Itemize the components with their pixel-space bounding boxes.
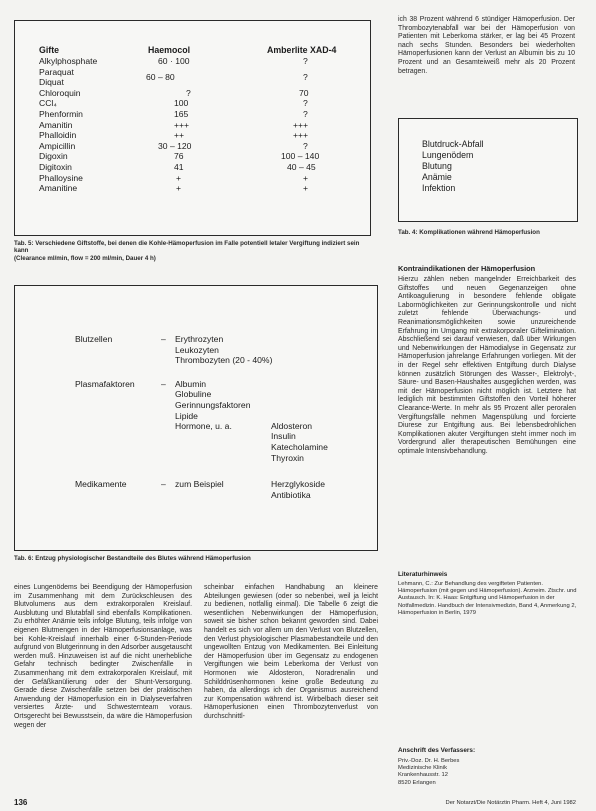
author-address <box>398 758 459 787</box>
cell: 60 – 80 <box>146 72 175 83</box>
author-line: Priv.-Doz. Dr. H. Berbes <box>398 758 460 764</box>
cell: + <box>303 183 309 194</box>
table-row <box>37 162 338 173</box>
cell: Amanitine <box>39 183 78 194</box>
table6-content <box>75 334 361 500</box>
item-list <box>175 479 271 500</box>
category-label: Plasmafaktoren <box>75 378 135 389</box>
list-item: Infektion <box>422 183 456 193</box>
author-line: 8520 Erlangen <box>398 779 436 786</box>
literature-heading: Literaturhinweis <box>398 571 448 578</box>
cell: ? <box>303 108 308 119</box>
list-item: Blutung <box>422 161 452 171</box>
cell: Alkylphosphate <box>39 56 98 66</box>
table-row <box>75 334 361 366</box>
list-item: Thrombozyten (20 - 40%) <box>175 355 273 366</box>
list-item: Lungenödem <box>422 150 474 160</box>
cell: ++ <box>174 130 185 141</box>
cell: Amanitin <box>39 119 73 130</box>
table-row <box>37 130 338 141</box>
cell: ? <box>303 140 308 151</box>
table-row <box>37 98 338 109</box>
bottom-middle-paragraph: scheinbar einfachen Handhabung an kleinere Abteilungen gewiesen (oder so nebenbei, weil ja leicht zu bedienen, notfallig einmal). Die Tabelle 6 zeigt die wesentlichen Nebenwirkungen der Hämoperfusion, soweit sie bisher schon bekannt geworden sind. Dabei handelt es sich vor allem um den Verlust von Blutzellen, den Verlust physiologischer Plasmabestandteile und den ungewollten Entzug von Medikamenten. Bei Einleitung der Hämoperfusion über im Gegensatz zu endogenen Vergiftungen wie beim Leberkoma der Verlust von Hormonen wie Aldosteron, Noradrenalin und Schilddrüsenhormonen keine große Bedeutung zu haben, da allerdings ich der Organismus ausreichend zur Kompensation während ist. Wirbelbach dieser seit Hämoperfusionen einen Thrombozytenverlust von durchschnittl- <box>204 584 378 720</box>
list-item: Albumin <box>175 378 207 389</box>
table4-box <box>398 118 578 222</box>
cell: Diquat <box>39 77 64 88</box>
list-item: Globuline <box>175 389 212 400</box>
cell: Phalloysine <box>39 172 83 183</box>
list-item: Lipide <box>175 410 198 421</box>
page-number: 136 <box>14 798 28 807</box>
sub-list <box>271 479 361 500</box>
dash: – <box>161 378 166 389</box>
cell: + <box>176 172 182 183</box>
table4-caption: Tab. 4: Komplikationen während Hämoperfusion <box>398 229 540 236</box>
list-item: Leukozyten <box>175 344 219 355</box>
cell: ? <box>303 72 308 83</box>
table-row <box>37 120 338 131</box>
table-row <box>75 479 361 500</box>
cell: 40 – 45 <box>287 161 316 172</box>
table-row <box>37 56 338 67</box>
table-header-row <box>37 45 338 56</box>
table-row <box>37 141 338 152</box>
cell: Phalloidin <box>39 130 77 141</box>
cell: ? <box>186 87 191 98</box>
contraindications-body: Hierzu zählen neben mangelnder Erreichbarkeit des Giftstoffes und neuen Gegenanzeigen ohne Antikoagulierung in besondere fehlende obligate Labormöglichkeiten zur Gerinnungskontrolle und nicht zuletzt fehlende Überwachungs- und Reanimationsmöglichkeiten sowie unzureichende Erfahrung im Umgang mit extrakorporaler Giftelimination. Abschließend sei darauf verwiesen, daß über Wirkungen und Nebenwirkungen der Hämodialyse in Gegensatz zur Hämoperfusion jahrelange Erfahrungen vorliegen. Mit der in der Regel sehr effektiven Entgiftung durch Dialyse können zusätzlich Störungen des Wasser-, Elektrolyt-, Säure- und Basen-Haushaltes ausgeglichen werden, was mit der Hämoperfusion nicht möglich ist. Letztere hat lediglich mit bestimmten Giftstoffen den Vorteil höherer Clearance-Werte. In mehr als 95 Prozent aller peroralen Vergiftungsfälle nehmen Magenspülung und forcierte Diurese zur Entgiftung aus. Bei lebensbedrohlichen Komplikationen akuter Vergiftungen steht immer noch im Vordergrund aller therapeutischen Bemühungen eine optimale Intensivbehandlung. <box>398 276 576 455</box>
author-line: Krankenhausstr. 12 <box>398 772 448 779</box>
list-item: Katecholamine <box>271 441 328 452</box>
cell: 76 <box>174 151 184 162</box>
cell: +++ <box>293 130 309 141</box>
contraindications-heading: Kontraindikationen der Hämoperfusion <box>398 264 536 273</box>
table5-box <box>14 20 371 236</box>
cell: + <box>303 172 309 183</box>
list-item: Gerinnungsfaktoren <box>175 399 251 410</box>
cell: ? <box>303 98 308 109</box>
cell: 30 – 120 <box>158 140 192 151</box>
col-header-haemocol: Haemocol <box>148 45 191 55</box>
table5-caption-text: Tab. 5: Verschiedene Giftstoffe, bei denen die Kohle-Hämoperfusion im Falle potentiell letaler Vergiftung indiziert sein kann <box>14 240 360 255</box>
table-row <box>37 183 338 194</box>
list-item: Thyroxin <box>271 452 304 463</box>
cell: 60 · 100 <box>158 56 190 66</box>
cell: 100 <box>174 98 189 109</box>
cell: Phenformin <box>39 108 83 119</box>
cell: 100 – 140 <box>281 151 320 162</box>
table5-caption <box>14 240 370 262</box>
cell: +++ <box>293 119 309 130</box>
item-list <box>175 379 271 463</box>
cell: + <box>176 183 182 194</box>
col-header-gifte: Gifte <box>39 45 60 55</box>
list-item: Blutdruck-Abfall <box>422 139 484 149</box>
table-row <box>37 77 338 88</box>
table6-box <box>14 285 378 551</box>
list-item: Insulin <box>271 431 296 442</box>
dash: – <box>161 334 166 344</box>
cell: Ampicillin <box>39 140 76 151</box>
category-label: Blutzellen <box>75 334 113 344</box>
cell: Paraquat <box>39 66 74 77</box>
item-list <box>175 334 271 366</box>
list-item: Antibiotika <box>271 489 311 500</box>
cell: Digoxin <box>39 151 68 162</box>
poisons-table <box>37 45 338 194</box>
cell: Digitoxin <box>39 161 72 172</box>
literature-text: Lehmann, C.: Zur Behandlung des vergifteten Patienten. Hämoperfusion (mit gegen und Hämoperfusion). Arzneim. Ztschr. und Austausch. In: K. Haas: Entgiftung und Hämoperfusion in der Notfallmedizin. Handbuch der Intensivmedizin, Band 4, Anmerkung 2, Hämoperfusion in Berlin, 1979 <box>398 581 577 616</box>
author-heading: Anschrift des Verfassers: <box>398 747 476 754</box>
table-row <box>75 379 361 463</box>
author-line: Medizinische Klinik <box>398 765 447 772</box>
table5-caption-note: (Clearance ml/min, flow = 200 ml/min, Dauer 4 h) <box>14 254 156 262</box>
footer-journal: Der Notarzt/Die Notärztin Pharm. Heft 4, Juni 1982 <box>445 800 576 806</box>
cell: 165 <box>174 108 189 119</box>
table-row <box>37 109 338 120</box>
cell: 70 <box>299 87 309 98</box>
list-item: Hormone, u. a. <box>175 421 232 432</box>
category-label: Medikamente <box>75 479 127 490</box>
table-row <box>37 151 338 162</box>
dash: – <box>161 479 166 490</box>
table-row <box>37 173 338 184</box>
list-item: zum Beispiel <box>175 479 224 490</box>
cell: CCl₄ <box>39 98 57 109</box>
table6-caption: Tab. 6: Entzug physiologischer Bestandteile des Blutes während Hämoperfusion <box>14 555 251 562</box>
cell: 41 <box>174 161 184 172</box>
cell: Chloroquin <box>39 87 81 98</box>
cell: +++ <box>174 119 190 130</box>
list-item: Herzglykoside <box>271 479 325 490</box>
cell: ? <box>303 56 308 66</box>
right-top-paragraph: ich 38 Prozent während 6 stündiger Hämoperfusion. Der Thrombozytenabfall war bei der Hämoperfusion von Patienten mit Leberkoma stärker, er lag bei 45 Prozent nach sechs Stunden. Besonders bei wiederholten Hämoperfusionen kann der Verlust an Albumin bis zu 10 Prozent und an Gesamteiweiß mehr als 20 Prozent betragen. <box>398 16 575 75</box>
complications-list <box>422 139 484 194</box>
list-item: Erythrozyten <box>175 334 224 344</box>
sub-list <box>271 379 361 463</box>
table-row <box>37 88 338 99</box>
list-item: Anämie <box>422 172 452 182</box>
list-item: Aldosteron <box>271 420 313 431</box>
bottom-left-paragraph: eines Lungenödems bei Beendigung der Hämoperfusion im Zusammenhang mit dem Zurückschleusen des Blutvolumens aus dem extrakorporalen Kreislauf. Ausblutung und Blutabfall sind ebenfalls Komplikationen. Zu erhöhter Anämie teils infolge Blutung, teils infolge von eigenen Blutmengen in der Hämoperfusionsanlage, was bei Kohle-Kreislauf innerhalb einer 6-Stunden-Periode aufgrund von Blutgerinnung in den Adsorber ausgetauscht werden muß. Hinzuweisen ist auf die nicht unerhebliche Gefahr technisch bedingter Zwischenfälle in Zusammenhang mit dem extrakorporalen Kreislauf, mit der Gefäßkanülierung oder der Shunt-Versorgung. Gerade diese Zwischenfälle setzen bei der praktischen Anwendung der Hämoperfusion ein in Dialyseverfahren versiertes Ärzte- und Schwesternteam voraus. Ortsgerecht bei Bewusstsein, da wäre die Hämoperfusion wegen der <box>14 584 192 729</box>
col-header-amberlite: Amberlite XAD-4 <box>267 45 337 55</box>
